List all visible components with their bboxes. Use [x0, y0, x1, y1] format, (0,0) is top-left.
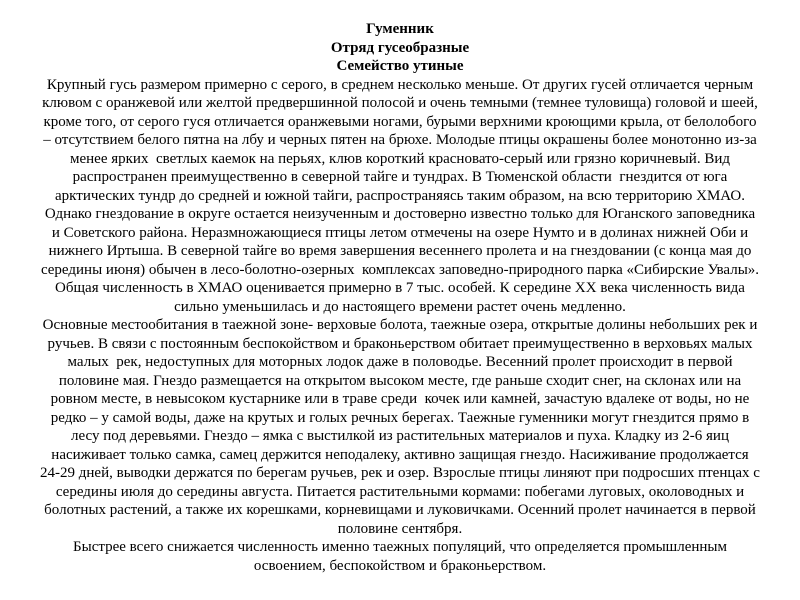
text-line: насиживает только самка, самец держится неподалеку, активно защищая гнездо. Насиживание продолжается [51, 446, 749, 463]
text-line: болотных растений, а также их корешками, корневищами и луковичками. Осенний пролет начинается в первой [44, 502, 756, 518]
text-line: освоением, беспокойством и браконьерством. [253, 557, 547, 574]
text-line: менее ярких светлых каемок на перьях, клюв короткий красновато-серый или грязно коричневый. Вид [70, 150, 730, 167]
text-line: кроме того, от серого гуся отличается оранжевыми ногами, бурыми верхними кроющими крыла, от белолобого [43, 113, 757, 130]
paragraph-habitat [8, 316, 792, 538]
paragraph-description [8, 76, 792, 317]
text-line: распространен преимущественно в северной тайге и тундрах. В Тюменской области гнездится от юга [72, 169, 728, 185]
text-line: малых рек, недоступных для моторных лодок даже в половодье. Весенний пролет происходит в первой [67, 354, 733, 370]
document-title: Гуменник [366, 21, 434, 37]
text-line: середины июля до середины августа. Питается растительными кормами: побегами луговых, околоводных и [55, 483, 745, 500]
text-line: ровном месте, в невысоком кустарнике или в траве среди кочек или камней, зачастую вдалеке от воды, но не [50, 391, 750, 407]
text-line: арктических тундр до средней и южной тайги, распространяясь таким образом, на всю территорию ХМАО. [55, 187, 745, 204]
text-line: нижнего Иртыша. В северной тайге во время завершения весеннего пролета и на гнездовании (с конца мая до [48, 243, 752, 259]
text-line: середины июня) обычен в лесо-болотно-озерных комплексах заповедно-природного парка «Сибирские Увалы». [40, 261, 760, 278]
text-line: Крупный гусь размером примерно с серого, в среднем несколько меньше. От других гусей отличается черным [46, 76, 754, 93]
text-line: клювом с оранжевой или желтой предвершинной полосой и очень темными (темнее туловища) головой и шеей, [42, 95, 758, 111]
text-line: половине мая. Гнездо размещается на открытом высоком месте, где раньше сходит снег, на склонах или на [58, 372, 742, 389]
text-line: Быстрее всего снижается численность именно таежных популяций, что определяется промышленным [73, 539, 727, 555]
text-line: Однако гнездование в округе остается неизученным и достоверно известно только для Юганского заповедника [44, 206, 756, 222]
text-line: Общая численность в ХМАО оценивается примерно в 7 тыс. особей. К середине XX века численность вида [55, 280, 745, 296]
document-heading [8, 20, 792, 76]
text-line: редко – у самой воды, даже на крутых и голых речных берегах. Таежные гуменники могут гнездится прямо в [50, 409, 750, 426]
text-line: лесу под деревьями. Гнездо – ямка с выстилкой из растительных материалов и пуха. Кладку из 2-6 яиц [71, 428, 729, 444]
document-family-subtitle: Семейство утиные [336, 58, 464, 74]
text-line: Основные местообитания в таежной зоне- верховые болота, таежные озера, открытые долины небольших рек и [42, 317, 758, 333]
text-line: и Советского района. Неразмножающиеся птицы летом отмечены на озере Нумто и в долинах нижней Оби и [51, 224, 749, 241]
paragraph-population-decline [8, 538, 792, 575]
document-order-subtitle: Отряд гусеобразные [330, 39, 470, 56]
text-line: 24-29 дней, выводки держатся по берегам ручьев, рек и озер. Взрослые птицы линяют при подросших птенцах с [40, 465, 760, 481]
text-line: – отсутствием белого пятна на лбу и черных пятен на брюхе. Молодые птицы окрашены более монотонно из-за [43, 132, 757, 148]
text-line: половине сентября. [337, 520, 463, 537]
text-line: ручьев. В связи с постоянным беспокойством и браконьерством обитает преимущественно в верховьях малых [47, 335, 753, 352]
text-line: сильно уменьшилась и до настоящего времени растет очень медленно. [174, 298, 626, 315]
